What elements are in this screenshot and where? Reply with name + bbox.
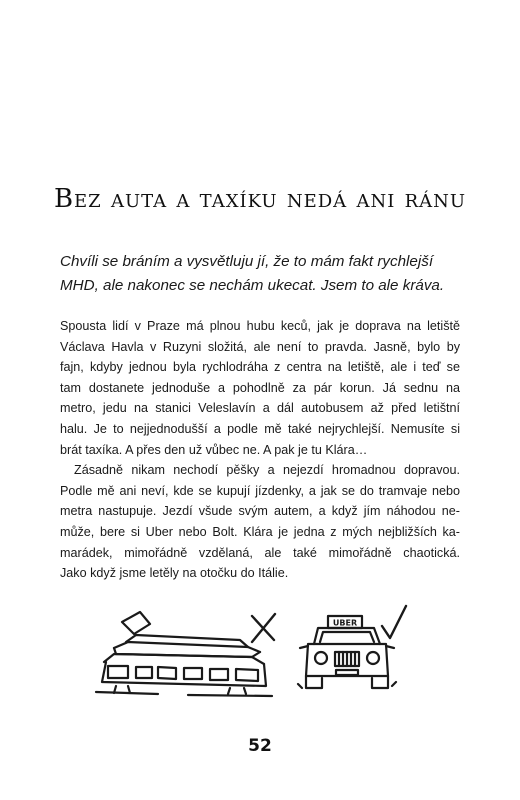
body-line: může, bere si Uber nebo Bolt. Klára je jedna z mých nejbližších ka-: [60, 524, 460, 539]
body-line: Zásadně nikam nechodí pěšky a nejezdí hromadnou dopravou.: [74, 463, 460, 478]
taxi-sign-label: UBER: [332, 618, 358, 628]
body-line: halu. Je to nejjednodušší a podle mě také nejrychlejší. Nemusíte si: [60, 421, 460, 436]
body-text: [60, 316, 460, 584]
page-number: 52: [248, 736, 272, 756]
body-line: Jako když jsme letěly na otočku do Itálie.: [60, 566, 289, 581]
body-line: tam dostanete jednoduše a pohodlně za pár korun. Já sednu na: [60, 380, 460, 395]
chapter-title: Bez auta a taxíku nedá ani ránu: [53, 184, 467, 214]
body-line: metra nastupuje. Jezdí všude svým autem, a když jím náhodou ne-: [60, 504, 460, 519]
body-line: marádek, mimořádně vzdělaná, ale také mimořádně chaotická.: [60, 545, 460, 560]
lead-line: MHD, ale nakonec se nechám ukecat. Jsem to ale kráva.: [60, 277, 445, 294]
body-line: Podle mě ani neví, kde se kupují jízdenky, a jak se do tramvaje nebo: [60, 483, 460, 498]
body-line: metro, jedu na stanici Veleslavín a dál autobusem až před letištní: [60, 401, 460, 416]
body-line: Václava Havla v Ruzyni složitá, ale není to pravda. Jasně, bylo by: [60, 339, 460, 354]
lead-line: Chvíli se bráním a vysvětluju jí, že to mám fakt rychlejší: [60, 253, 434, 270]
illustration: [92, 600, 432, 710]
cross-icon: [252, 614, 275, 642]
body-line: brát taxíka. A přes den už vůbec ne. A pak je tu Klára…: [60, 442, 368, 457]
tram-icon: [96, 612, 272, 696]
body-line: fajn, kdyby jednou byla rychlodráha z centra na letiště, ale i teď se: [60, 360, 460, 375]
chapter-lead: [60, 250, 460, 298]
checkmark-icon: [382, 606, 406, 638]
body-line: Spousta lidí v Praze má plnou hubu keců, jak je doprava na letiště: [60, 319, 460, 333]
